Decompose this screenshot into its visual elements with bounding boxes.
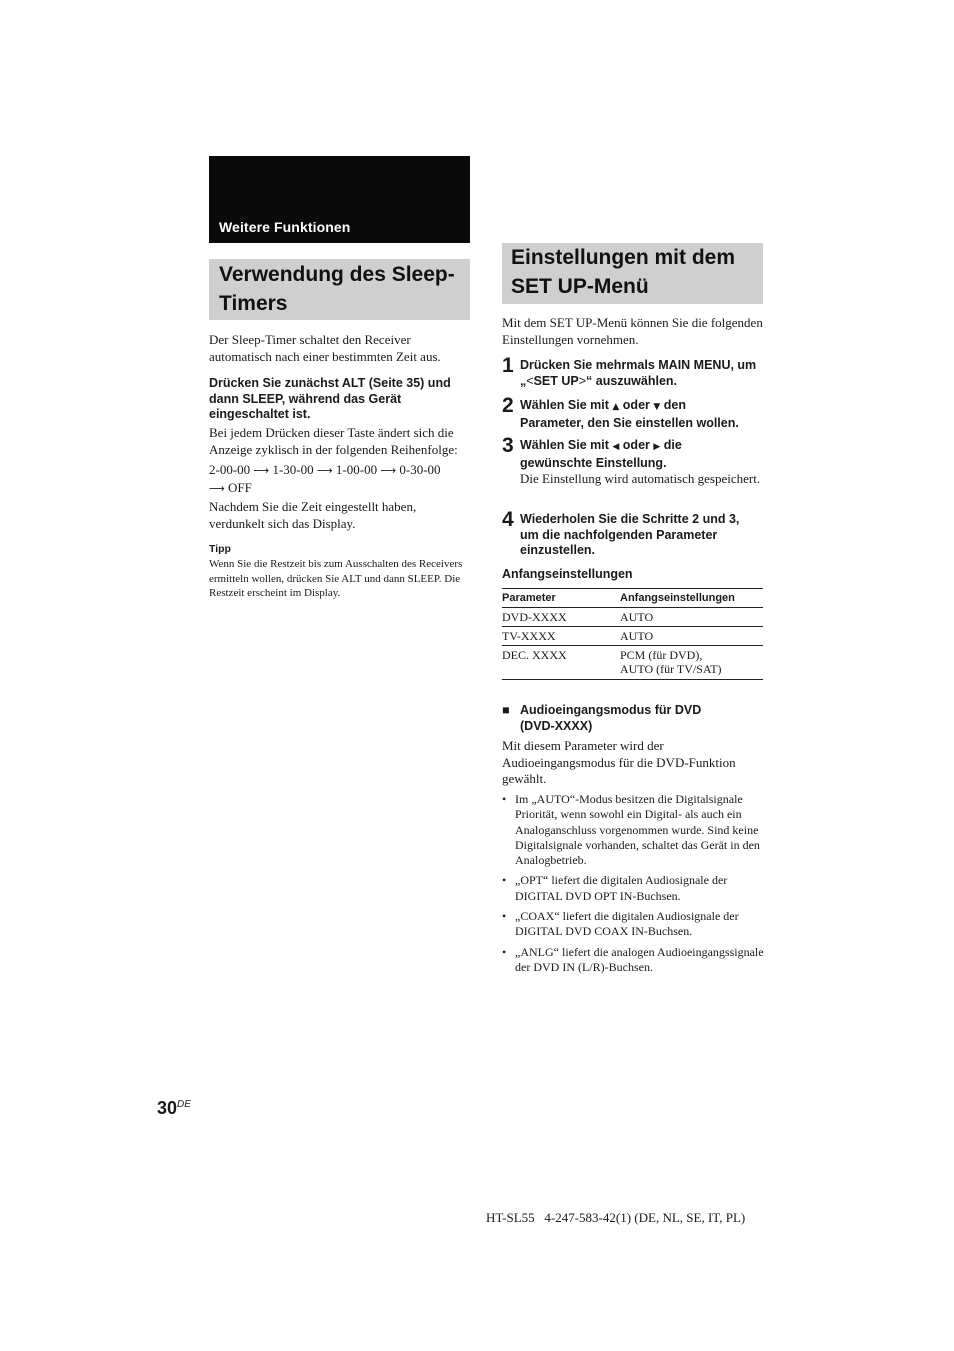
table-cell: PCM (für DVD), AUTO (für TV/SAT) — [620, 648, 722, 676]
arrow-down-icon: ▼ — [653, 402, 661, 412]
tip-heading: Tipp — [209, 543, 231, 555]
list-item: • Im „AUTO“-Modus besitzen die Digitalsignale Priorität, wenn sowohl ein Digital- als auch ein Analoganschluss vorgenommen wurde. Sind keine Digitalsignale vorhanden, schaltet das Gerät in den Analogbetrieb. — [502, 792, 760, 868]
step-4 — [502, 508, 766, 560]
subsection-heading: ■ Audioeingangsmodus für DVD (DVD-XXXX) — [502, 703, 702, 733]
sequence-item: 2-00-00 — [209, 462, 251, 477]
right-arrow-icon: ⟶ — [380, 464, 397, 477]
bullet-dot-icon: • — [502, 944, 507, 959]
list-item: • „OPT“ liefert die digitalen Audiosignale der DIGITAL DVD OPT IN-Buchsen. — [502, 873, 728, 903]
list-item: • „ANLG“ liefert die analogen Audioeingangssignale der DVD IN (L/R)-Buchsen. — [502, 944, 764, 974]
table-cell: AUTO — [620, 629, 654, 643]
step-number: 3 — [502, 434, 514, 457]
bullet-dot-icon: • — [502, 792, 507, 806]
bullet-dot-icon: • — [502, 873, 507, 888]
section-label: Weitere Funktionen — [219, 219, 351, 235]
step-text: Drücken Sie mehrmals MAIN MENU, um „<SET UP>“ auszuwählen. — [520, 358, 757, 388]
right-arrow-icon: ⟶ — [209, 481, 225, 495]
section-header-bar — [209, 156, 470, 243]
sequence-item: 1-00-00 — [335, 462, 378, 477]
angle-right-icon: > — [578, 373, 587, 388]
step-note: Die Einstellung wird automatisch gespeichert. — [520, 471, 761, 486]
arrow-left-icon: ◀ — [612, 442, 620, 452]
sequence-item: OFF — [228, 479, 252, 495]
mode-bullet-list — [502, 792, 764, 980]
table-cell: DVD-XXXX — [502, 610, 567, 624]
sequence-item: 0-30-00 — [399, 462, 441, 477]
sleep-timer-instruction: Drücken Sie zunächst ALT (Seite 35) und dann SLEEP, während das Gerät eingeschaltet ist. — [209, 376, 451, 421]
step-number: 4 — [502, 508, 514, 531]
right-arrow-icon: ⟶ — [253, 464, 270, 477]
page-suffix: DE — [177, 1099, 191, 1110]
step-text: Wählen Sie mit ▲ oder ▼ den Parameter, den Sie einstellen wollen. — [520, 398, 739, 430]
sleep-timer-cycle-text: Bei jedem Drücken dieser Taste ändert sich die Anzeige zyklisch in der folgenden Reihenfolge: — [209, 425, 458, 457]
step-text: Wiederholen Sie die Schritte 2 und 3, um die nachfolgenden Parameter einzustellen. — [520, 512, 740, 557]
sequence-item: 1-30-00 — [272, 462, 314, 477]
angle-left-icon: < — [526, 373, 534, 388]
sleep-timer-title: Verwendung des Sleep-Timers — [209, 259, 470, 320]
arrow-up-icon: ▲ — [612, 402, 620, 412]
sleep-timer-intro: Der Sleep-Timer schaltet den Receiver automatisch nach einer bestimmten Zeit aus. — [209, 332, 441, 364]
settings-table — [502, 588, 763, 680]
arrow-right-icon: ▶ — [653, 442, 661, 452]
column-header: Parameter — [502, 592, 556, 604]
step-number: 1 — [502, 354, 514, 377]
step-2 — [502, 394, 766, 432]
table-cell: DEC. XXXX — [502, 648, 567, 662]
model-code: HT-SL55 4-247-583-42(1) (DE, NL, SE, IT, PL) — [486, 1210, 746, 1225]
table-header-row — [502, 589, 763, 608]
setup-menu-title: Einstellungen mit dem SET UP-Menü — [502, 243, 763, 304]
column-header: Anfangseinstellungen — [620, 592, 735, 604]
table-row — [502, 627, 763, 646]
step-1 — [502, 354, 766, 392]
table-cell: AUTO — [620, 610, 654, 624]
table-heading: Anfangseinstellungen — [502, 567, 633, 581]
square-bullet-icon: ■ — [502, 703, 510, 717]
step-text: Wählen Sie mit ◀ oder ▶ die gewünschte Einstellung. — [520, 438, 682, 470]
step-number: 2 — [502, 394, 514, 417]
page-number: 30DE — [157, 1098, 191, 1118]
right-arrow-icon: ⟶ — [316, 464, 333, 477]
table-row — [502, 608, 763, 627]
tip-text: Wenn Sie die Restzeit bis zum Ausschalten des Receivers ermitteln wollen, drücken Sie ALT und dann SLEEP. Die Restzeit erscheint im Display. — [209, 558, 463, 599]
sleep-timer-after-text: Nachdem Sie die Zeit eingestellt haben, verdunkelt sich das Display. — [209, 499, 417, 531]
table-cell: TV-XXXX — [502, 629, 556, 643]
table-row — [502, 646, 763, 680]
list-item: • „COAX“ liefert die digitalen Audiosignale der DIGITAL DVD COAX IN-Buchsen. — [502, 909, 739, 939]
subsection-text: Mit diesem Parameter wird der Audioeingangsmodus für die DVD-Funktion gewählt. — [502, 738, 736, 786]
step-3 — [502, 434, 766, 506]
setup-menu-intro: Mit dem SET UP-Menü können Sie die folgenden Einstellungen vornehmen. — [502, 315, 763, 347]
sleep-timer-sequence — [209, 462, 471, 497]
bullet-dot-icon: • — [502, 909, 507, 924]
